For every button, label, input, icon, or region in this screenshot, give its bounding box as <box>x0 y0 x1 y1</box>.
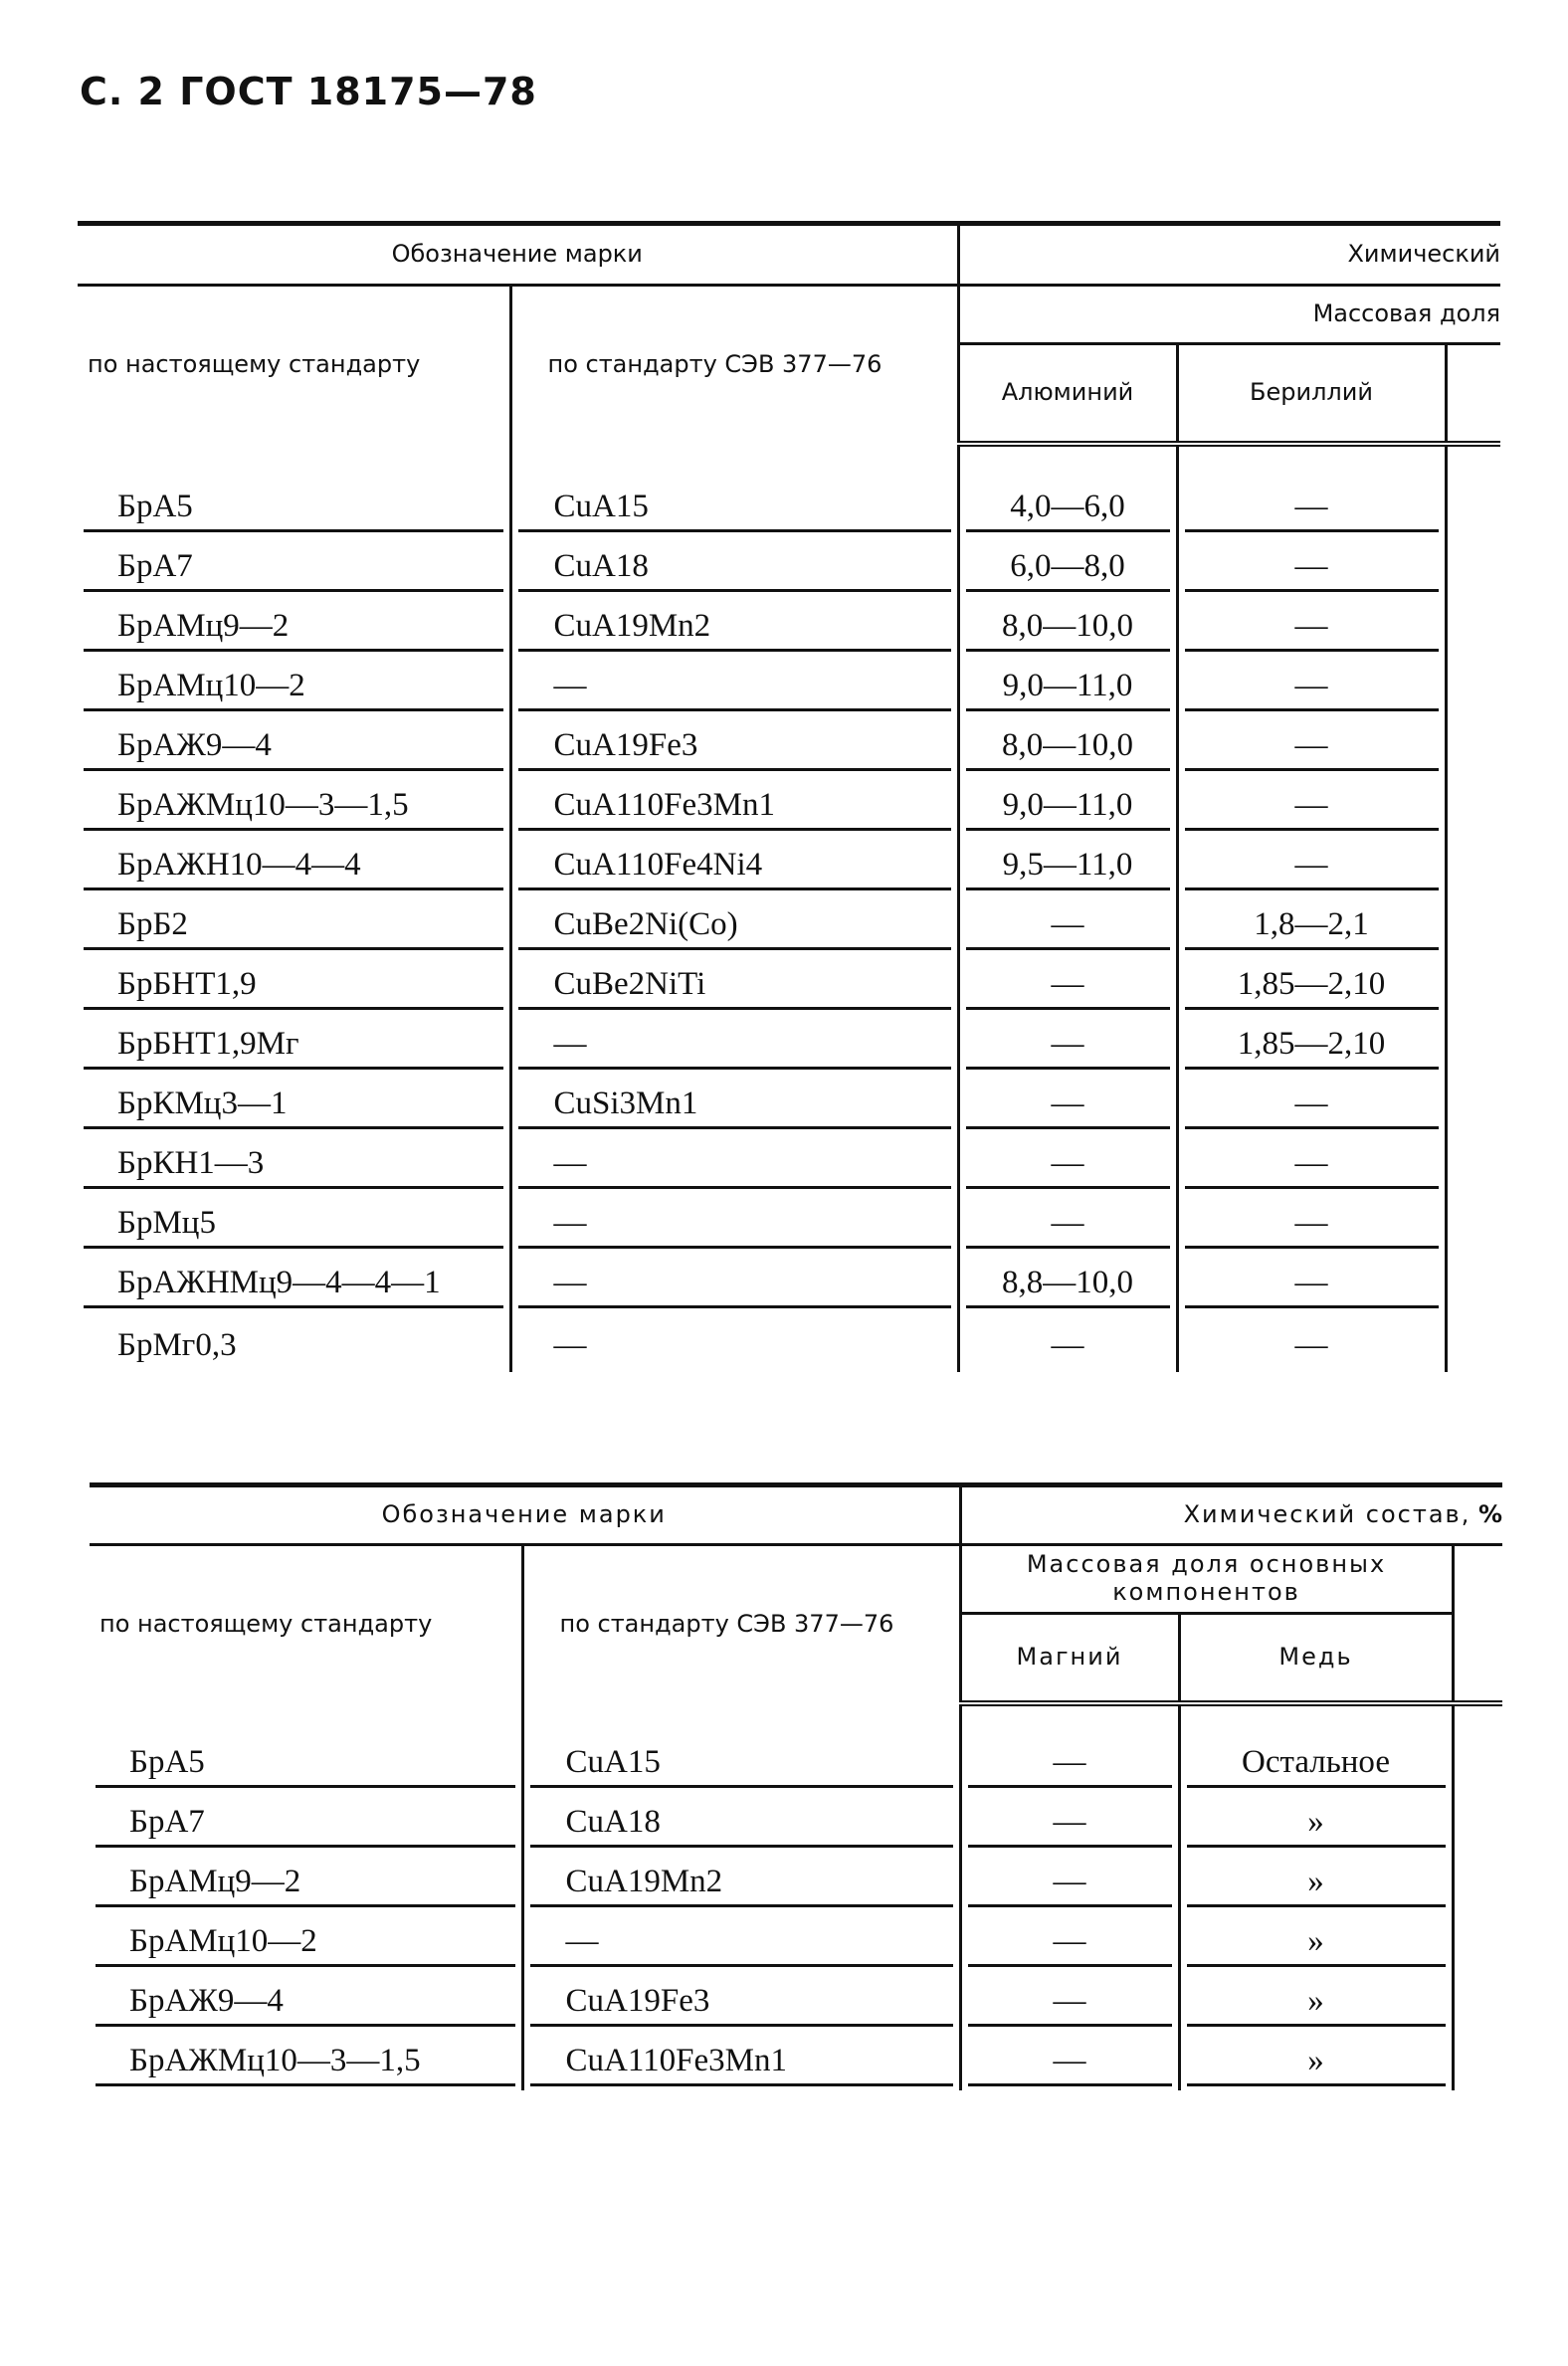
grade-cell: БрАМц10—2 <box>84 668 503 711</box>
grade-cell: БрКН1—3 <box>84 1145 503 1189</box>
sev-standard-header: по стандарту СЭВ 377—76 <box>522 1545 960 1704</box>
grade-cell: БрАЖН10—4—4 <box>84 847 503 890</box>
sev-grade-cell: CuA19Fe3 <box>518 727 951 771</box>
beryllium-cell: — <box>1185 787 1439 831</box>
sev-grade-cell: CuBe2Ni(Co) <box>518 906 951 950</box>
aluminium-cell: — <box>966 906 1170 950</box>
sev-grade-cell: CuA110Fe3Mn1 <box>530 2043 953 2086</box>
grade-cell: БрА7 <box>84 548 503 592</box>
copper-cell: » <box>1187 1923 1446 1967</box>
table-row <box>78 656 1500 715</box>
aluminium-cell: — <box>966 1026 1170 1070</box>
beryllium-cell: — <box>1185 1145 1439 1189</box>
grade-cell: БрМг0,3 <box>117 1327 237 1363</box>
copper-header: Медь <box>1179 1614 1453 1704</box>
sev-grade-cell: CuA18 <box>530 1804 953 1848</box>
grade-cell: БрАЖМц10—3—1,5 <box>96 2043 515 2086</box>
grade-cell: БрАЖМц10—3—1,5 <box>84 787 503 831</box>
grade-cell: БрА5 <box>84 489 503 532</box>
sev-grade-cell: — <box>553 1327 587 1363</box>
sev-grade-cell: — <box>518 1205 951 1249</box>
grade-cell: БрМц5 <box>84 1205 503 1249</box>
sev-grade-cell: CuA19Mn2 <box>518 608 951 652</box>
aluminium-cell: 6,0—8,0 <box>966 548 1170 592</box>
table-row <box>90 2031 1502 2090</box>
sev-grade-cell: CuA15 <box>518 489 951 532</box>
copper-cell: » <box>1187 1983 1446 2027</box>
sev-grade-cell: CuA110Fe3Mn1 <box>518 787 951 831</box>
composition-table-2 <box>90 1482 1502 2090</box>
beryllium-header: Бериллий <box>1177 344 1446 445</box>
beryllium-cell: — <box>1185 489 1439 532</box>
copper-cell: Остальное <box>1187 1744 1446 1788</box>
table-row <box>78 954 1500 1014</box>
magnesium-cell: — <box>968 1864 1172 1907</box>
aluminium-cell: — <box>966 1205 1170 1249</box>
beryllium-cell: — <box>1185 727 1439 771</box>
sev-grade-cell: — <box>518 1026 951 1070</box>
aluminium-cell: — <box>966 966 1170 1010</box>
table-row <box>90 1852 1502 1911</box>
beryllium-cell: — <box>1185 1085 1439 1129</box>
sev-grade-cell: CuA18 <box>518 548 951 592</box>
magnesium-cell: — <box>968 1804 1172 1848</box>
mass-fraction-header: Массовая доля <box>958 286 1500 344</box>
aluminium-header: Алюминий <box>958 344 1177 445</box>
table-row <box>78 835 1500 894</box>
chemical-header: Химический <box>958 224 1500 286</box>
chemical-composition-header: Химический состав, <box>1183 1500 1471 1529</box>
copper-cell: » <box>1187 1864 1446 1907</box>
beryllium-cell: — <box>1185 548 1439 592</box>
sev-standard-header: по стандарту СЭВ 377—76 <box>510 286 958 445</box>
grade-cell: БрБНТ1,9 <box>84 966 503 1010</box>
sev-grade-cell: CuBe2NiTi <box>518 966 951 1010</box>
aluminium-cell: 8,0—10,0 <box>966 608 1170 652</box>
grade-cell: БрАМц9—2 <box>96 1864 515 1907</box>
grade-cell: БрБ2 <box>84 906 503 950</box>
beryllium-cell: — <box>1185 668 1439 711</box>
sev-grade-cell: — <box>530 1923 953 1967</box>
sev-grade-cell: CuA110Fe4Ni4 <box>518 847 951 890</box>
table-row <box>78 715 1500 775</box>
grade-cell: БрАЖНМц9—4—4—1 <box>84 1265 503 1308</box>
table-row <box>78 894 1500 954</box>
table-row <box>78 1312 1500 1372</box>
mass-fraction-header: Массовая доля основных компонентов <box>960 1545 1453 1614</box>
aluminium-cell: 8,0—10,0 <box>966 727 1170 771</box>
beryllium-cell: 1,85—2,10 <box>1185 966 1439 1010</box>
aluminium-cell: 9,0—11,0 <box>966 787 1170 831</box>
sev-grade-cell: CuA19Fe3 <box>530 1983 953 2027</box>
magnesium-cell: — <box>968 2043 1172 2086</box>
beryllium-cell: — <box>1185 1205 1439 1249</box>
table-row <box>90 1911 1502 1971</box>
magnesium-header: Магний <box>960 1614 1179 1704</box>
table-row <box>78 1133 1500 1193</box>
sev-grade-cell: — <box>518 668 951 711</box>
table-row <box>78 536 1500 596</box>
beryllium-cell: 1,85—2,10 <box>1185 1026 1439 1070</box>
sev-grade-cell: — <box>518 1265 951 1308</box>
table-row <box>78 1193 1500 1253</box>
aluminium-cell: 4,0—6,0 <box>966 489 1170 532</box>
grade-cell: БрКМц3—1 <box>84 1085 503 1129</box>
aluminium-cell: — <box>966 1145 1170 1189</box>
table-row <box>78 775 1500 835</box>
grade-cell: БрАЖ9—4 <box>84 727 503 771</box>
designation-header: Обозначение марки <box>90 1485 960 1545</box>
this-standard-header: по настоящему стандарту <box>90 1545 522 1704</box>
magnesium-cell: — <box>968 1744 1172 1788</box>
beryllium-cell: — <box>1185 608 1439 652</box>
sev-grade-cell: CuA15 <box>530 1744 953 1788</box>
aluminium-cell: 9,5—11,0 <box>966 847 1170 890</box>
table-row <box>78 596 1500 656</box>
table-row <box>90 1732 1502 1792</box>
sev-grade-cell: CuA19Mn2 <box>530 1864 953 1907</box>
composition-table-1 <box>78 221 1500 1372</box>
table-row <box>78 1253 1500 1312</box>
table-row <box>78 477 1500 536</box>
copper-cell: » <box>1187 1804 1446 1848</box>
aluminium-cell: 8,8—10,0 <box>966 1265 1170 1308</box>
copper-cell: » <box>1187 2043 1446 2086</box>
beryllium-cell: 1,8—2,1 <box>1185 906 1439 950</box>
beryllium-cell: — <box>1294 1327 1328 1363</box>
grade-cell: БрАЖ9—4 <box>96 1983 515 2027</box>
beryllium-cell: — <box>1185 1265 1439 1308</box>
percent-sign: % <box>1477 1500 1503 1529</box>
table-row <box>78 1074 1500 1133</box>
aluminium-cell: — <box>966 1085 1170 1129</box>
grade-cell: БрА5 <box>96 1744 515 1788</box>
aluminium-cell: 9,0—11,0 <box>966 668 1170 711</box>
sev-grade-cell: — <box>518 1145 951 1189</box>
table-row <box>78 1014 1500 1074</box>
sev-grade-cell: CuSi3Mn1 <box>518 1085 951 1129</box>
page-header: С. 2 ГОСТ 18175—78 <box>80 70 537 113</box>
grade-cell: БрАМц9—2 <box>84 608 503 652</box>
beryllium-cell: — <box>1185 847 1439 890</box>
grade-cell: БрАМц10—2 <box>96 1923 515 1967</box>
this-standard-header: по настоящему стандарту <box>78 286 510 445</box>
magnesium-cell: — <box>968 1983 1172 2027</box>
magnesium-cell: — <box>968 1923 1172 1967</box>
grade-cell: БрБНТ1,9Мг <box>84 1026 503 1070</box>
designation-header: Обозначение марки <box>78 224 958 286</box>
grade-cell: БрА7 <box>96 1804 515 1848</box>
aluminium-cell: — <box>1051 1327 1084 1363</box>
table-row <box>90 1792 1502 1852</box>
table-row <box>90 1971 1502 2031</box>
